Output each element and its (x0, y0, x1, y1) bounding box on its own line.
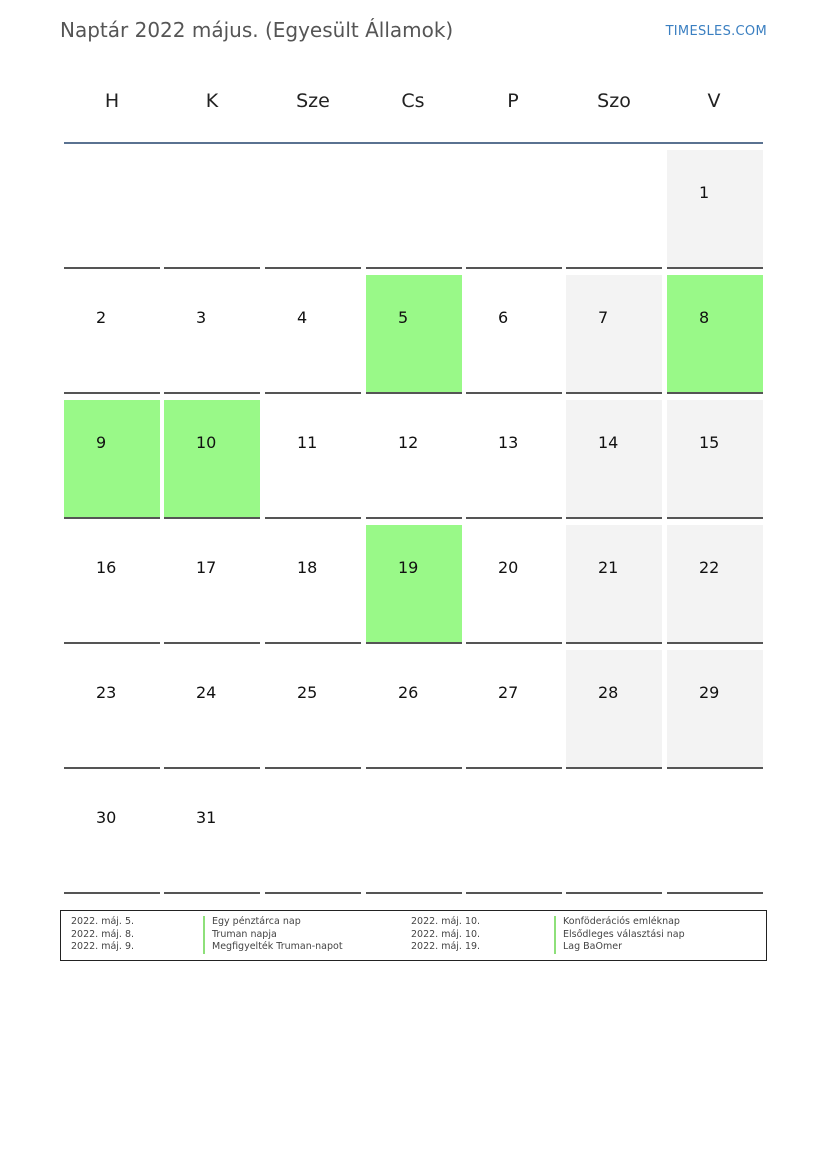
empty-cell (164, 150, 260, 269)
day-cell (64, 650, 160, 769)
day-cell (366, 275, 462, 394)
day-number: 23 (96, 683, 117, 702)
legend-date: 2022. máj. 8. (71, 928, 135, 940)
day-cell (164, 775, 260, 894)
day-cell (164, 400, 260, 519)
day-cell (566, 275, 662, 394)
day-number: 27 (498, 683, 519, 702)
day-cell (667, 525, 763, 644)
day-number: 28 (598, 683, 619, 702)
legend-date: 2022. máj. 5. (71, 916, 135, 927)
day-number: 9 (96, 433, 107, 452)
day-cell (164, 650, 260, 769)
holiday-legend (60, 910, 767, 961)
day-number: 15 (699, 433, 720, 452)
weekday-label: H (104, 90, 120, 112)
day-cell (366, 400, 462, 519)
day-cell (265, 400, 361, 519)
day-number: 31 (196, 808, 217, 827)
legend-item (411, 916, 751, 929)
day-number: 18 (297, 558, 318, 577)
empty-cell (366, 775, 462, 894)
weekday-label: V (707, 90, 721, 112)
page-title: Naptár 2022 május. (Egyesült Államok) (60, 18, 454, 42)
day-cell (265, 650, 361, 769)
day-cell (64, 775, 160, 894)
day-cell (164, 275, 260, 394)
day-cell (64, 525, 160, 644)
weekday-label: Szo (597, 90, 631, 112)
day-number: 25 (297, 683, 318, 702)
legend-date: 2022. máj. 19. (411, 941, 481, 952)
day-number: 5 (398, 308, 409, 327)
day-cell (566, 400, 662, 519)
day-number: 19 (398, 558, 419, 577)
day-number: 29 (699, 683, 720, 702)
legend-date: 2022. máj. 10. (411, 916, 481, 927)
weekday-header (64, 80, 763, 128)
legend-name: Elsődleges választási nap (554, 929, 685, 942)
day-cell (667, 150, 763, 269)
day-number: 7 (598, 308, 609, 327)
legend-date: 2022. máj. 9. (71, 941, 135, 952)
day-cell (265, 525, 361, 644)
day-cell (667, 400, 763, 519)
legend-item (71, 941, 401, 954)
day-number: 12 (398, 433, 419, 452)
weekday-label: Sze (296, 90, 330, 112)
day-number: 13 (498, 433, 519, 452)
day-number: 2 (96, 308, 107, 327)
empty-cell (366, 150, 462, 269)
day-cell (64, 275, 160, 394)
empty-cell (64, 150, 160, 269)
day-cell (466, 650, 562, 769)
empty-cell (466, 775, 562, 894)
day-cell (466, 400, 562, 519)
day-cell (667, 275, 763, 394)
day-cell (566, 650, 662, 769)
legend-item (411, 941, 751, 954)
day-number: 22 (699, 558, 720, 577)
day-number: 8 (699, 308, 710, 327)
empty-cell (667, 775, 763, 894)
day-cell (366, 650, 462, 769)
legend-item (411, 929, 751, 942)
day-number: 10 (196, 433, 217, 452)
weekday-label: P (507, 90, 519, 112)
day-cell (265, 275, 361, 394)
legend-item (71, 916, 401, 929)
legend-name: Konföderációs emléknap (554, 916, 680, 929)
brand-link[interactable]: TIMESLES.COM (665, 24, 767, 39)
empty-cell (566, 150, 662, 269)
day-number: 24 (196, 683, 217, 702)
day-number: 21 (598, 558, 619, 577)
legend-name: Truman napja (203, 929, 277, 942)
empty-cell (566, 775, 662, 894)
day-number: 20 (498, 558, 519, 577)
day-number: 30 (96, 808, 117, 827)
empty-cell (466, 150, 562, 269)
header-divider (64, 142, 763, 144)
legend-item (71, 929, 401, 942)
day-cell (366, 525, 462, 644)
legend-date: 2022. máj. 10. (411, 928, 481, 940)
day-number: 11 (297, 433, 318, 452)
legend-name: Megfigyelték Truman-napot (203, 941, 343, 954)
weekday-label: Cs (401, 90, 425, 112)
legend-name: Egy pénztárca nap (203, 916, 301, 929)
empty-cell (265, 150, 361, 269)
day-number: 14 (598, 433, 619, 452)
day-number: 6 (498, 308, 509, 327)
day-cell (164, 525, 260, 644)
day-cell (667, 650, 763, 769)
empty-cell (265, 775, 361, 894)
day-number: 26 (398, 683, 419, 702)
legend-name: Lag BaOmer (554, 941, 622, 954)
day-number: 1 (699, 183, 710, 202)
day-cell (566, 525, 662, 644)
day-number: 3 (196, 308, 207, 327)
day-cell (466, 525, 562, 644)
day-cell (466, 275, 562, 394)
day-cell (64, 400, 160, 519)
weekday-label: K (205, 90, 219, 112)
day-number: 16 (96, 558, 117, 577)
day-number: 17 (196, 558, 217, 577)
day-number: 4 (297, 308, 308, 327)
